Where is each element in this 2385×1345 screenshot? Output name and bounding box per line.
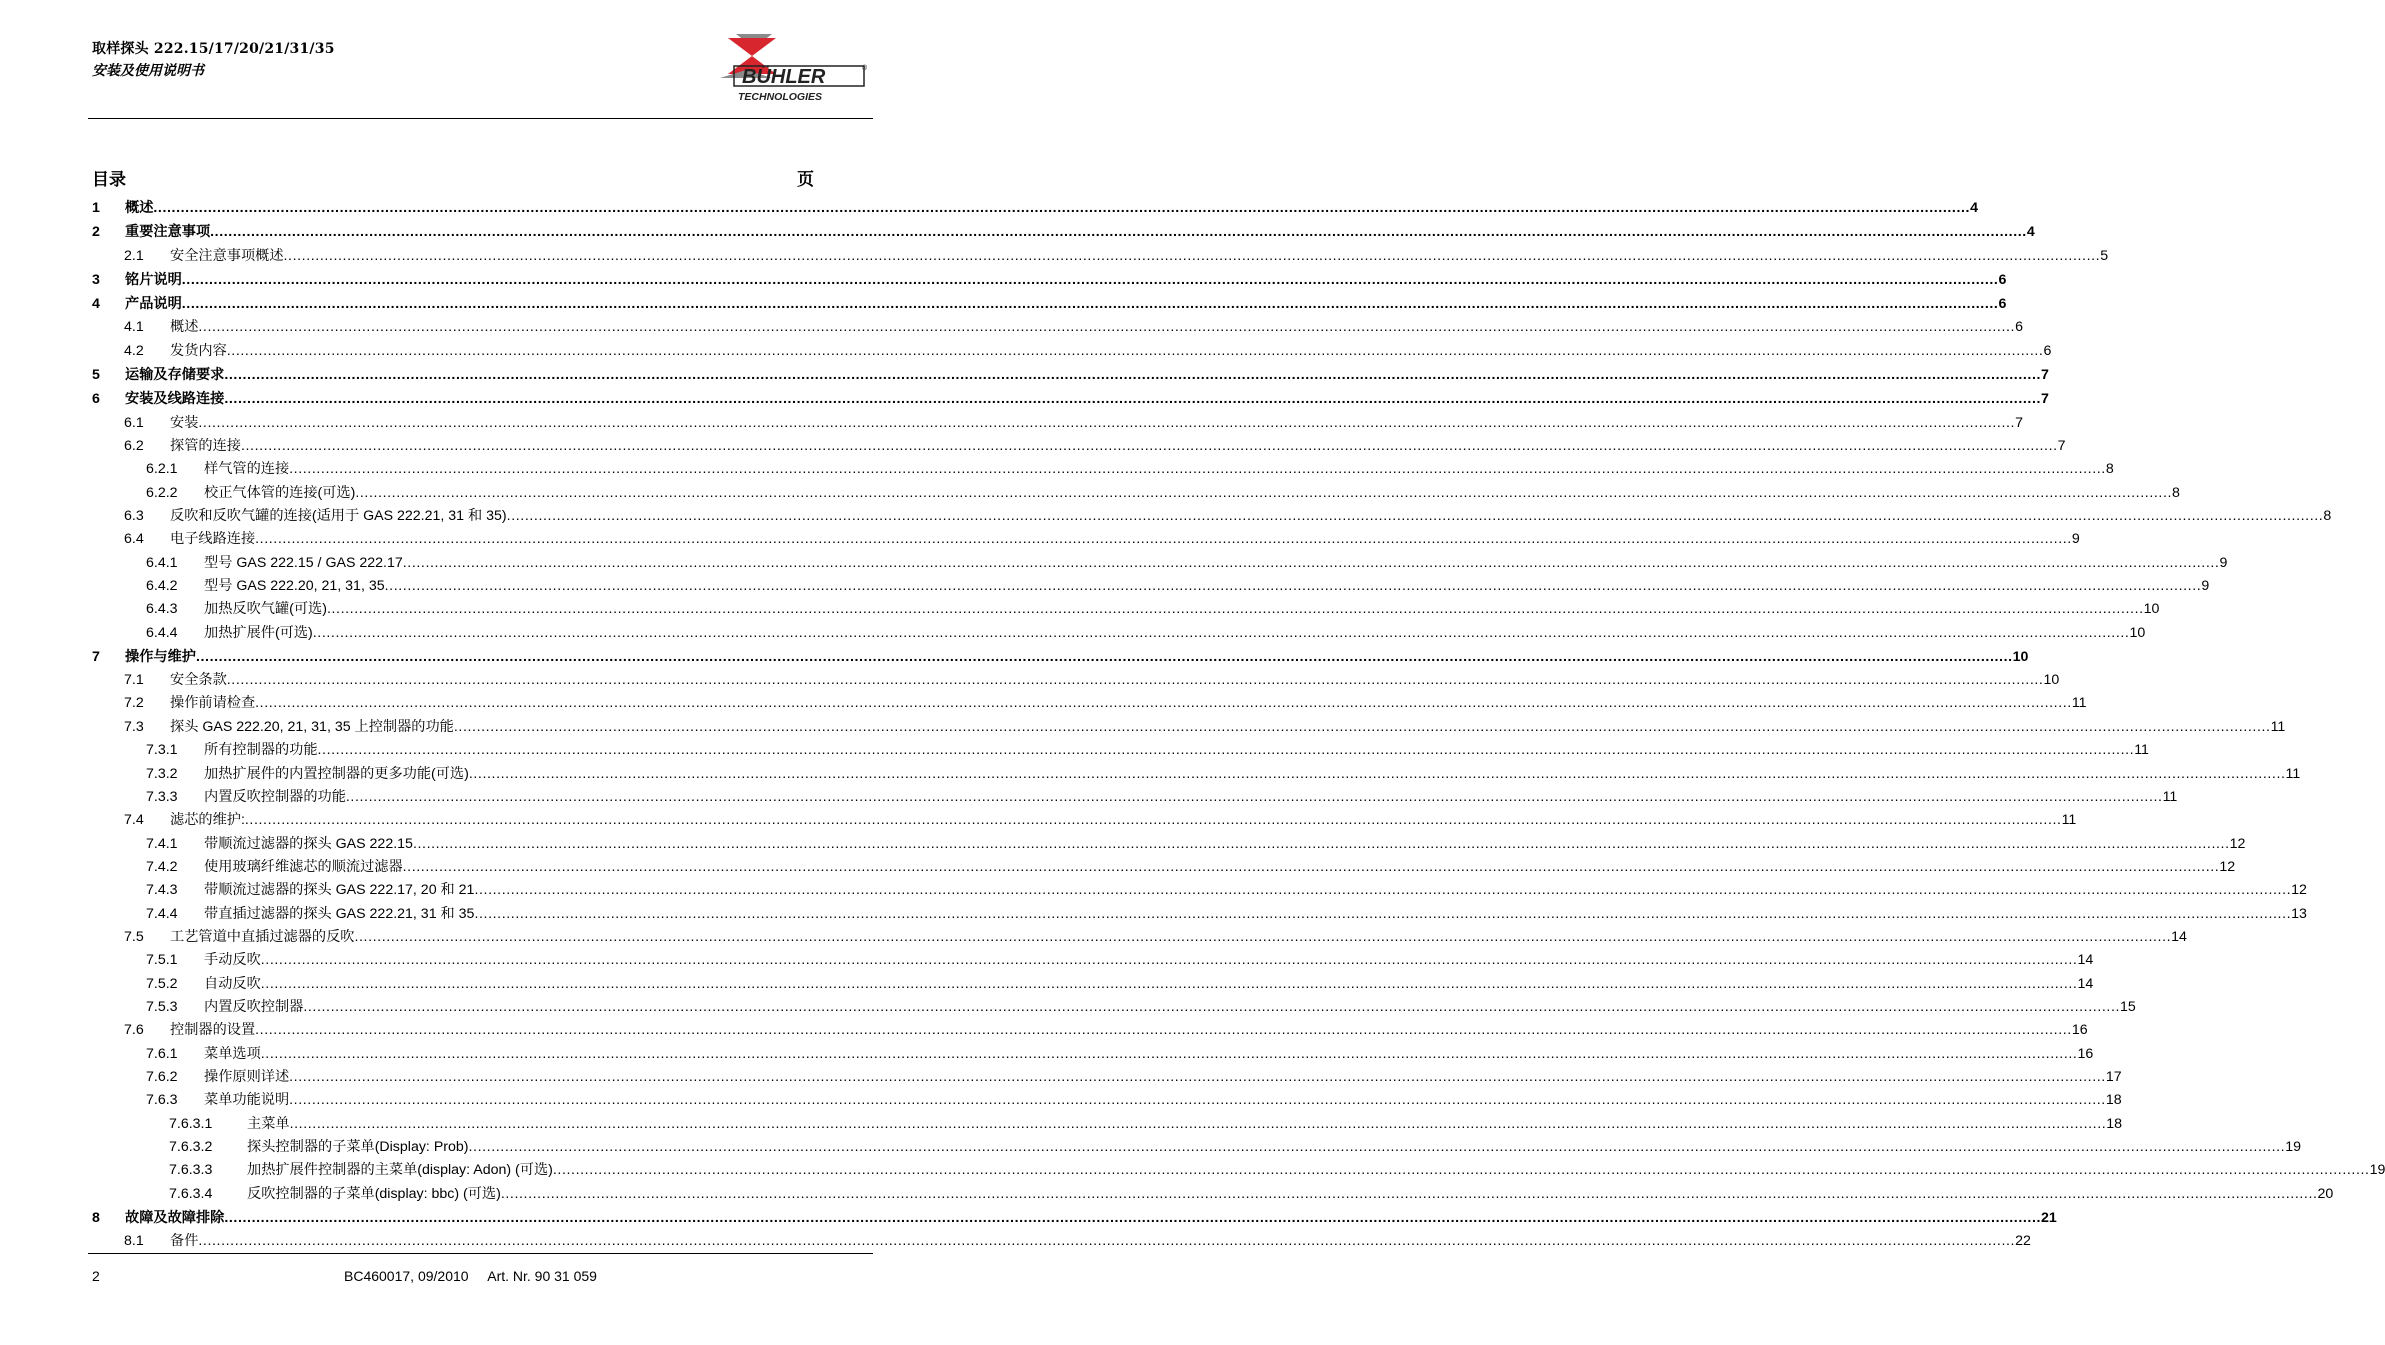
toc-entry-number: 6.4.2 [146,577,178,594]
toc-entry-page: 19 [2285,1139,2301,1155]
toc-entry-page: 10 [2129,624,2146,641]
toc-entry[interactable] [92,712,2286,735]
logo-name: BÜHLER [742,66,826,88]
toc-entry-number: 4.1 [124,319,144,336]
toc-entry-title: 安装及线路连接 [125,391,225,408]
toc-entry-page: 9 [2201,577,2210,594]
toc-entry[interactable] [92,432,2066,455]
buhler-logo [706,30,878,110]
toc-entry-title: 所有控制器的功能 [204,742,318,759]
toc-dot-leader: ................................................................................................................................................................................................................................................................................................................................................................................................................ [289,1115,2107,1132]
toc-entry[interactable] [92,241,2109,264]
toc-entry-page: 12 [2219,858,2236,875]
toc-entry-number: 7.5.2 [146,975,178,992]
toc-entry-title: 加热反吹气罐(可选) [204,601,327,618]
toc-entry-title: 操作前请检查 [170,695,256,712]
toc-entry-title: 产品说明 [125,296,182,313]
toc-entry-title: 概述 [125,200,154,217]
toc-entry-number: 7.3.3 [146,788,178,805]
toc-dot-leader: ................................................................................................................................................................................................................................................................................................................................................................................................................ [552,1162,2370,1179]
toc-entry-title: 加热扩展件控制器的主菜单(display: Adon) (可选) [247,1162,553,1179]
toc-entry-title: 带顺流过滤器的探头 GAS 222.15 [204,835,413,852]
toc-entry-title: 探管的连接 [170,437,241,454]
toc-entry-page: 9 [2219,554,2228,571]
toc-entry[interactable] [92,595,2160,618]
toc-entry-page: 14 [2077,952,2094,969]
toc-entry-page: 14 [2077,975,2094,992]
toc-entry-title: 手动反吹 [204,952,261,969]
toc-entry[interactable] [92,1016,2088,1039]
toc-entry[interactable] [92,217,2035,241]
toc-dot-leader: ................................................................................................................................................................................................................................................................................................................................................................................................................ [181,296,1999,313]
toc-entry[interactable] [92,193,1978,217]
toc-entry-title: 电子线路连接 [170,531,256,548]
toc-entry[interactable] [92,689,2087,712]
toc-dot-leader: ................................................................................................................................................................................................................................................................................................................................................................................................................ [240,437,2058,454]
toc-entry-page: 19 [2369,1162,2385,1179]
toc-entry-number: 6.3 [124,507,144,524]
toc-entry-page: 4 [1970,200,1978,217]
toc-entry-title: 铭片说明 [125,271,182,288]
toc-dot-leader: ................................................................................................................................................................................................................................................................................................................................................................................................................ [384,577,2202,594]
toc-entry-page: 9 [2071,531,2080,548]
toc-entry-page: 7 [2041,391,2049,408]
toc-dot-leader: ................................................................................................................................................................................................................................................................................................................................................................................................................ [260,1045,2078,1062]
toc-entry-title: 操作与维护 [125,648,196,665]
toc-entry-title: 加热扩展件(可选) [204,624,313,641]
toc-dot-leader: ................................................................................................................................................................................................................................................................................................................................................................................................................ [224,1209,2042,1226]
toc-entry-number: 8 [92,1209,100,1226]
toc-entry[interactable] [92,1086,2122,1109]
toc-entry-number: 6.4 [124,531,144,548]
toc-entry-title: 发货内容 [170,342,227,359]
toc-entry-number: 7.6.3.4 [169,1185,213,1202]
toc-entry-title: 故障及故障排除 [125,1209,225,1226]
toc-entry-page: 12 [2291,882,2307,899]
toc-entry-page: 8 [2172,484,2180,501]
toc-dot-leader: ................................................................................................................................................................................................................................................................................................................................................................................................................ [506,507,2324,524]
toc-entry-page: 14 [2171,928,2187,945]
toc-entry-title: 内置反吹控制器的功能 [204,788,346,805]
toc-dot-leader: ................................................................................................................................................................................................................................................................................................................................................................................................................ [468,1139,2286,1155]
toc-entry-number: 7.3.1 [146,742,178,759]
toc-dot-leader: ................................................................................................................................................................................................................................................................................................................................................................................................................ [402,554,2220,571]
toc-entry-page: 11 [2162,788,2178,805]
toc-entry-title: 安全条款 [170,672,227,689]
toc-dot-leader: ................................................................................................................................................................................................................................................................................................................................................................................................................ [326,601,2144,618]
toc-entry-title: 反吹控制器的子菜单(display: bbc) (可选) [247,1185,501,1202]
toc-entry-page: 8 [2105,461,2114,478]
toc-entry[interactable] [92,736,2149,759]
toc-entry-page: 17 [2105,1068,2122,1085]
toc-entry[interactable] [92,618,2146,641]
toc-dot-leader: ................................................................................................................................................................................................................................................................................................................................................................................................................ [224,366,2042,383]
footer-page-number: 2 [92,1268,100,1284]
toc-dot-leader: ................................................................................................................................................................................................................................................................................................................................................................................................................ [244,812,2062,829]
toc-entry[interactable] [92,946,2094,969]
toc-dot-leader: ................................................................................................................................................................................................................................................................................................................................................................................................................ [303,998,2121,1015]
toc-entry-page: 6 [1998,271,2007,288]
toc-heading: 目录 [92,170,126,190]
header-divider [88,118,873,119]
toc-dot-leader: ................................................................................................................................................................................................................................................................................................................................................................................................................ [198,1233,2016,1250]
toc-entry-page: 21 [2041,1209,2057,1226]
toc-entry[interactable] [92,876,2307,899]
toc-entry-number: 3 [92,271,100,288]
toc-dot-leader: ................................................................................................................................................................................................................................................................................................................................................................................................................ [210,224,2027,241]
toc-entry-number: 2 [92,224,100,241]
toc-entry[interactable] [92,759,2301,782]
toc-dot-leader: ................................................................................................................................................................................................................................................................................................................................................................................................................ [354,928,2172,945]
toc-entry-title: 探头 GAS 222.20, 21, 31, 35 上控制器的功能 [170,718,454,735]
toc-dot-leader: ................................................................................................................................................................................................................................................................................................................................................................................................................ [198,319,2016,336]
footer-divider [88,1253,873,1254]
toc-dot-leader: ................................................................................................................................................................................................................................................................................................................................................................................................................ [402,858,2220,875]
toc-entry-title: 安全注意事项概述 [170,247,284,264]
toc-entry-number: 7.4.4 [146,905,178,922]
toc-entry[interactable] [92,806,2077,829]
toc-dot-leader: ................................................................................................................................................................................................................................................................................................................................................................................................................ [255,1022,2072,1039]
toc-heading-row [92,165,814,189]
toc-entry[interactable] [92,384,2049,408]
toc-dot-leader: ................................................................................................................................................................................................................................................................................................................................................................................................................ [255,531,2072,548]
toc-entry-number: 4 [92,296,100,313]
toc-entry-page: 10 [2043,672,2060,689]
toc-entry-title: 自动反吹 [204,975,261,992]
toc-dot-leader: ................................................................................................................................................................................................................................................................................................................................................................................................................ [198,414,2016,431]
toc-entry-number: 5 [92,366,100,383]
toc-entry-title: 备件 [170,1233,199,1250]
toc-entry[interactable] [92,1133,2301,1156]
toc-entry[interactable] [92,408,2023,431]
toc-entry-number: 6.1 [124,414,144,431]
toc-dot-leader: ................................................................................................................................................................................................................................................................................................................................................................................................................ [283,247,2101,264]
toc-entry-title: 带直插过滤器的探头 GAS 222.21, 31 和 35 [204,905,475,922]
toc-entry-number: 7.6.3.1 [169,1115,213,1132]
toc-entry-number: 7.6.2 [146,1068,178,1085]
toc-dot-leader: ................................................................................................................................................................................................................................................................................................................................................................................................................ [317,742,2135,759]
toc-entry-title: 使用玻璃纤维滤芯的顺流过滤器 [204,858,403,875]
toc-entry[interactable] [92,1179,2334,1202]
toc-entry-number: 6 [92,391,100,408]
table-of-contents [92,193,2385,1250]
toc-entry-title: 校正气体管的连接(可选) [204,484,356,501]
toc-entry-page: 6 [2015,319,2023,336]
toc-entry[interactable] [92,360,2049,384]
toc-entry[interactable] [92,525,2080,548]
toc-entry-number: 7.6 [124,1022,144,1039]
toc-entry-page: 20 [2317,1185,2334,1202]
toc-entry-page: 12 [2229,835,2246,852]
toc-dot-leader: ................................................................................................................................................................................................................................................................................................................................................................................................................ [255,695,2072,712]
toc-entry-number: 7.1 [124,672,144,689]
toc-entry-number: 6.2.1 [146,461,178,478]
toc-entry-title: 菜单选项 [204,1045,261,1062]
toc-entry-number: 2.1 [124,247,144,264]
toc-entry-number: 7.4 [124,812,144,829]
toc-entry-number: 7.4.3 [146,882,178,899]
toc-entry-number: 7.3 [124,718,144,735]
toc-dot-leader: ................................................................................................................................................................................................................................................................................................................................................................................................................ [226,672,2044,689]
toc-entry-page: 10 [2012,648,2029,665]
toc-entry[interactable] [92,455,2114,478]
footer-document-info: BC460017, 09/2010 Art. Nr. 90 31 059 [344,1268,597,1284]
toc-entry-title: 概述 [170,319,199,336]
toc-entry-number: 6.2.2 [146,484,178,501]
toc-entry-number: 7.6.3.3 [169,1162,213,1179]
toc-entry[interactable] [92,336,2052,359]
toc-dot-leader: ................................................................................................................................................................................................................................................................................................................................................................................................................ [289,1068,2106,1085]
toc-entry-page: 16 [2071,1022,2088,1039]
toc-entry-page: 7 [2015,414,2023,431]
toc-entry[interactable] [92,313,2023,336]
toc-dot-leader: ................................................................................................................................................................................................................................................................................................................................................................................................................ [355,484,2173,501]
toc-entry-page: 7 [2057,437,2066,454]
toc-dot-leader: ................................................................................................................................................................................................................................................................................................................................................................................................................ [181,271,1999,288]
toc-entry[interactable] [92,853,2236,876]
toc-entry[interactable] [92,572,2210,595]
logo-registered: ® [862,65,868,72]
toc-entry-number: 7.6.3.2 [169,1139,213,1155]
toc-dot-leader: ................................................................................................................................................................................................................................................................................................................................................................................................................ [224,391,2042,408]
toc-entry[interactable] [92,1039,2094,1062]
toc-entry-number: 7.6.1 [146,1045,178,1062]
toc-dot-leader: ................................................................................................................................................................................................................................................................................................................................................................................................................ [312,624,2130,641]
toc-entry-number: 7 [92,648,100,665]
toc-entry-page: 8 [2323,507,2332,524]
toc-entry-number: 7.5.1 [146,952,178,969]
toc-entry-title: 主菜单 [247,1115,290,1132]
toc-dot-leader: ................................................................................................................................................................................................................................................................................................................................................................................................................ [226,342,2044,359]
toc-entry[interactable] [92,1109,2123,1132]
toc-entry[interactable] [92,666,2060,689]
toc-page-heading: 页 [797,170,814,190]
toc-entry-title: 菜单功能说明 [204,1092,290,1109]
toc-entry-title: 滤芯的维护: [170,812,245,829]
toc-entry-number: 8.1 [124,1233,144,1250]
toc-entry-page: 15 [2120,998,2136,1015]
toc-entry-title: 重要注意事项 [125,224,211,241]
toc-entry-title: 带顺流过滤器的探头 GAS 222.17, 20 和 21 [204,882,475,899]
toc-dot-leader: ................................................................................................................................................................................................................................................................................................................................................................................................................ [412,835,2230,852]
toc-entry-page: 11 [2285,765,2301,782]
toc-entry[interactable] [92,502,2332,525]
toc-entry[interactable] [92,969,2094,992]
toc-entry-page: 11 [2071,695,2087,712]
toc-entry-page: 11 [2270,718,2286,735]
toc-entry-title: 内置反吹控制器 [204,998,304,1015]
toc-entry-title: 控制器的设置 [170,1022,256,1039]
logo-tagline: TECHNOLOGIES [738,91,823,103]
toc-entry-title: 探头控制器的子菜单(Display: Prob) [247,1139,469,1155]
toc-entry-title: 型号 GAS 222.20, 21, 31, 35 [204,577,385,594]
toc-entry[interactable] [92,1063,2122,1086]
toc-entry-page: 13 [2291,905,2307,922]
toc-dot-leader: ................................................................................................................................................................................................................................................................................................................................................................................................................ [474,905,2292,922]
toc-dot-leader: ................................................................................................................................................................................................................................................................................................................................................................................................................ [345,788,2163,805]
toc-entry-number: 6.4.3 [146,601,178,618]
toc-entry[interactable] [92,783,2178,806]
toc-entry[interactable] [92,548,2228,571]
toc-entry-number: 1 [92,200,100,217]
toc-entry[interactable] [92,1203,2057,1227]
toc-dot-leader: ................................................................................................................................................................................................................................................................................................................................................................................................................ [453,718,2271,735]
toc-dot-leader: ................................................................................................................................................................................................................................................................................................................................................................................................................ [289,461,2106,478]
toc-entry[interactable] [92,899,2307,922]
toc-entry-number: 7.3.2 [146,765,178,782]
toc-entry-page: 18 [2106,1115,2123,1132]
toc-entry-number: 7.4.2 [146,858,178,875]
toc-entry-number: 4.2 [124,342,144,359]
toc-entry-title: 操作原则详述 [204,1068,290,1085]
toc-entry-title: 型号 GAS 222.15 / GAS 222.17 [204,554,403,571]
toc-entry-number: 6.2 [124,437,144,454]
toc-entry-page: 6 [1998,296,2007,313]
document-title: 取样探头 222.15/17/20/21/31/35 [92,41,335,57]
toc-entry-page: 22 [2015,1233,2031,1250]
toc-entry[interactable] [92,1227,2031,1250]
toc-dot-leader: ................................................................................................................................................................................................................................................................................................................................................................................................................ [500,1185,2318,1202]
toc-entry-page: 10 [2143,601,2160,618]
toc-entry[interactable] [92,289,2007,313]
toc-dot-leader: ................................................................................................................................................................................................................................................................................................................................................................................................................ [260,975,2078,992]
toc-entry-number: 7.5 [124,928,144,945]
toc-entry-title: 反吹和反吹气罐的连接(适用于 GAS 222.21, 31 和 35) [170,507,507,524]
toc-entry[interactable] [92,642,2029,666]
toc-entry-number: 7.6.3 [146,1092,178,1109]
toc-entry[interactable] [92,478,2180,501]
toc-entry-title: 样气管的连接 [204,461,290,478]
toc-entry-page: 18 [2105,1092,2122,1109]
toc-entry-page: 6 [2043,342,2052,359]
toc-dot-leader: ................................................................................................................................................................................................................................................................................................................................................................................................................ [153,200,1971,217]
toc-dot-leader: ................................................................................................................................................................................................................................................................................................................................................................................................................ [289,1092,2106,1109]
toc-entry-page: 11 [2061,812,2077,829]
toc-entry-page: 5 [2100,247,2109,264]
toc-entry-number: 6.4.1 [146,554,178,571]
toc-entry[interactable] [92,829,2246,852]
toc-entry[interactable] [92,1156,2385,1179]
toc-entry[interactable] [92,265,2007,289]
document-subtitle: 安装及使用说明书 [92,63,204,79]
toc-entry-title: 运输及存储要求 [125,366,225,383]
toc-dot-leader: ................................................................................................................................................................................................................................................................................................................................................................................................................ [474,882,2292,899]
toc-entry-number: 7.2 [124,695,144,712]
toc-dot-leader: ................................................................................................................................................................................................................................................................................................................................................................................................................ [195,648,2013,665]
toc-entry-number: 6.4.4 [146,624,178,641]
toc-entry-title: 加热扩展件的内置控制器的更多功能(可选) [204,765,469,782]
toc-entry-page: 4 [2026,224,2035,241]
toc-entry-number: 7.5.3 [146,998,178,1015]
toc-dot-leader: ................................................................................................................................................................................................................................................................................................................................................................................................................ [260,952,2078,969]
toc-entry-page: 11 [2134,742,2149,759]
toc-entry-title: 工艺管道中直插过滤器的反吹 [170,928,355,945]
toc-entry-number: 7.4.1 [146,835,178,852]
toc-entry[interactable] [92,923,2187,946]
toc-entry-page: 16 [2077,1045,2094,1062]
toc-entry-title: 安装 [170,414,199,431]
toc-entry[interactable] [92,993,2136,1016]
toc-entry-page: 7 [2041,366,2049,383]
toc-dot-leader: ................................................................................................................................................................................................................................................................................................................................................................................................................ [468,765,2286,782]
